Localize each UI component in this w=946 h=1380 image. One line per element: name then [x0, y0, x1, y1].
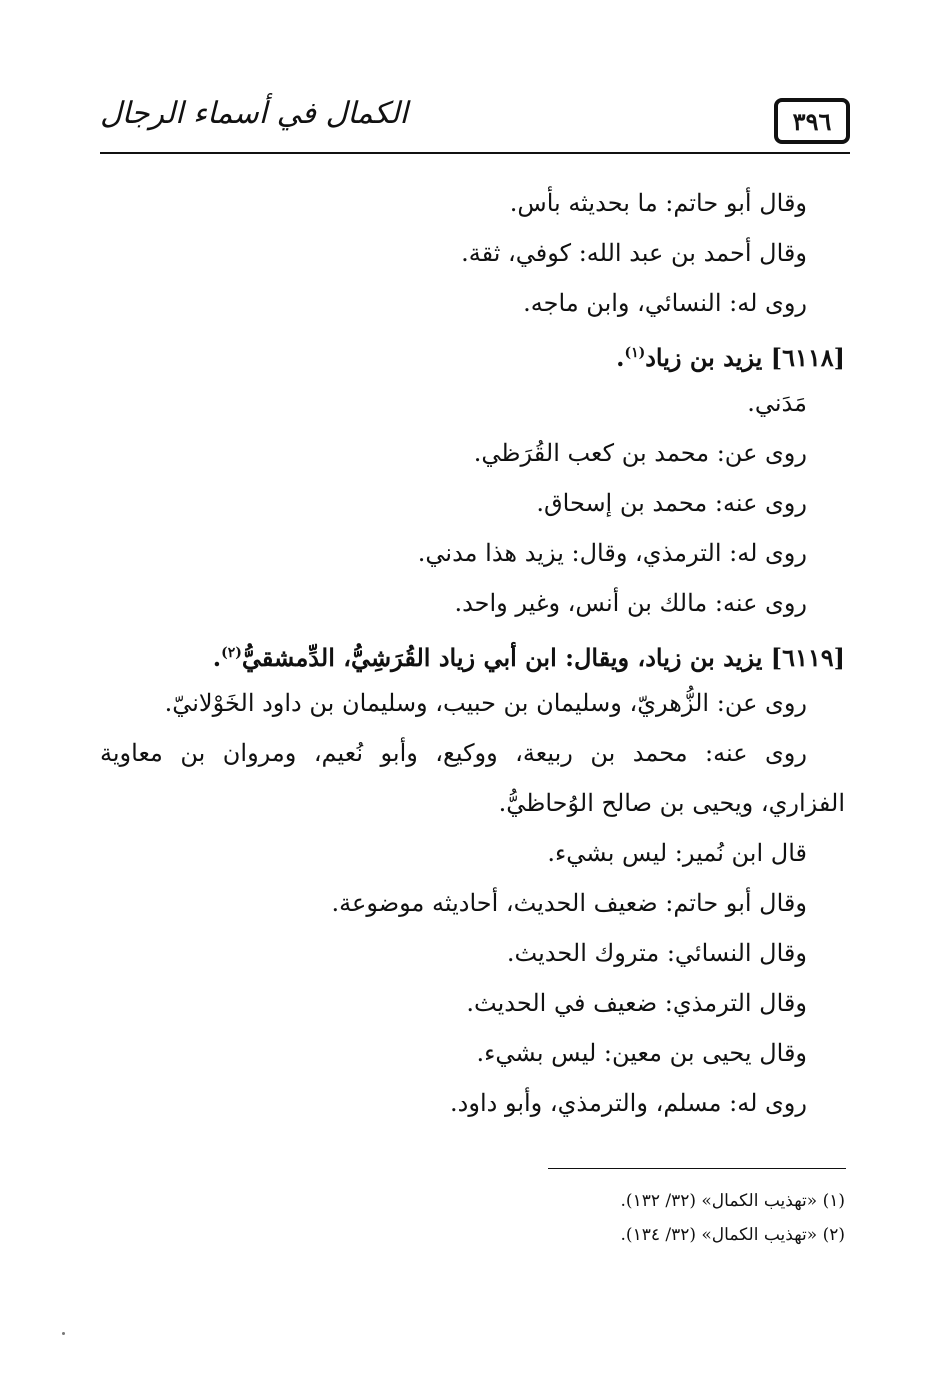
text-line: وقال أبو حاتم: ما بحديثه بأس. — [509, 189, 807, 217]
text-line: وقال الترمذي: ضعيف في الحديث. — [466, 989, 807, 1017]
footnote-ref: (٢) — [221, 645, 242, 661]
footnote: (١) «تهذيب الكمال» (٣٢/ ١٣٢). — [620, 1191, 845, 1211]
text-line: قال ابن نُمير: ليس بشيء. — [547, 839, 807, 867]
text-line: روى له: مسلم، والترمذي، وأبو داود. — [450, 1089, 807, 1117]
header-rule — [100, 152, 850, 154]
text-line: وقال أحمد بن عبد الله: كوفي، ثقة. — [461, 239, 807, 267]
page-header — [100, 92, 850, 154]
text-line: وقال أبو حاتم: ضعيف الحديث، أحاديثه موضوعة. — [331, 889, 807, 917]
footnote-rule — [548, 1168, 846, 1169]
text-line: الفزاري، ويحيى بن صالح الوُحاظيُّ. — [498, 789, 845, 817]
text-line: روى له: النسائي، وابن ماجه. — [523, 289, 807, 317]
text-line: وقال النسائي: متروك الحديث. — [506, 939, 807, 967]
text-line: روى عن: محمد بن كعب القُرَظي. — [473, 439, 807, 467]
text-line: روى عنه: محمد بن إسحاق. — [536, 489, 807, 517]
main-text — [100, 178, 845, 1128]
text-line: روى عنه: مالك بن أنس، وغير واحد. — [454, 589, 807, 617]
footnote-ref: (١) — [624, 345, 646, 361]
page-number: ٣٩٦ — [792, 106, 832, 136]
page-number-box — [774, 98, 850, 144]
text-line: روى عنه: محمد بن ربيعة، ووكيع، وأبو نُعيم، ومروان بن معاوية — [100, 739, 807, 767]
footnote: (٢) «تهذيب الكمال» (٣٢/ ١٣٤). — [620, 1225, 845, 1245]
book-title: الكمال في أسماء الرجال — [100, 96, 408, 131]
text-line: وقال يحيى بن معين: ليس بشيء. — [476, 1039, 807, 1067]
text-line: مَدَني. — [747, 389, 807, 417]
entry-heading-6118: [٦١١٨] يزيد بن زياد$^{(١)}$. — [616, 343, 845, 372]
footnotes — [100, 1184, 845, 1252]
entry-heading-6119: [٦١١٩] يزيد بن زياد، ويقال: ابن أبي زياد القُرَشِيُّ، الدِّمشقيُّ$^{(٢)}$. — [212, 643, 845, 672]
text-line: روى عن: الزُّهريّ، وسليمان بن حبيب، وسليمان بن داود الخَوْلانيّ. — [164, 689, 807, 717]
page-speck — [62, 1332, 65, 1335]
text-line: روى له: الترمذي، وقال: يزيد هذا مدني. — [417, 539, 807, 567]
